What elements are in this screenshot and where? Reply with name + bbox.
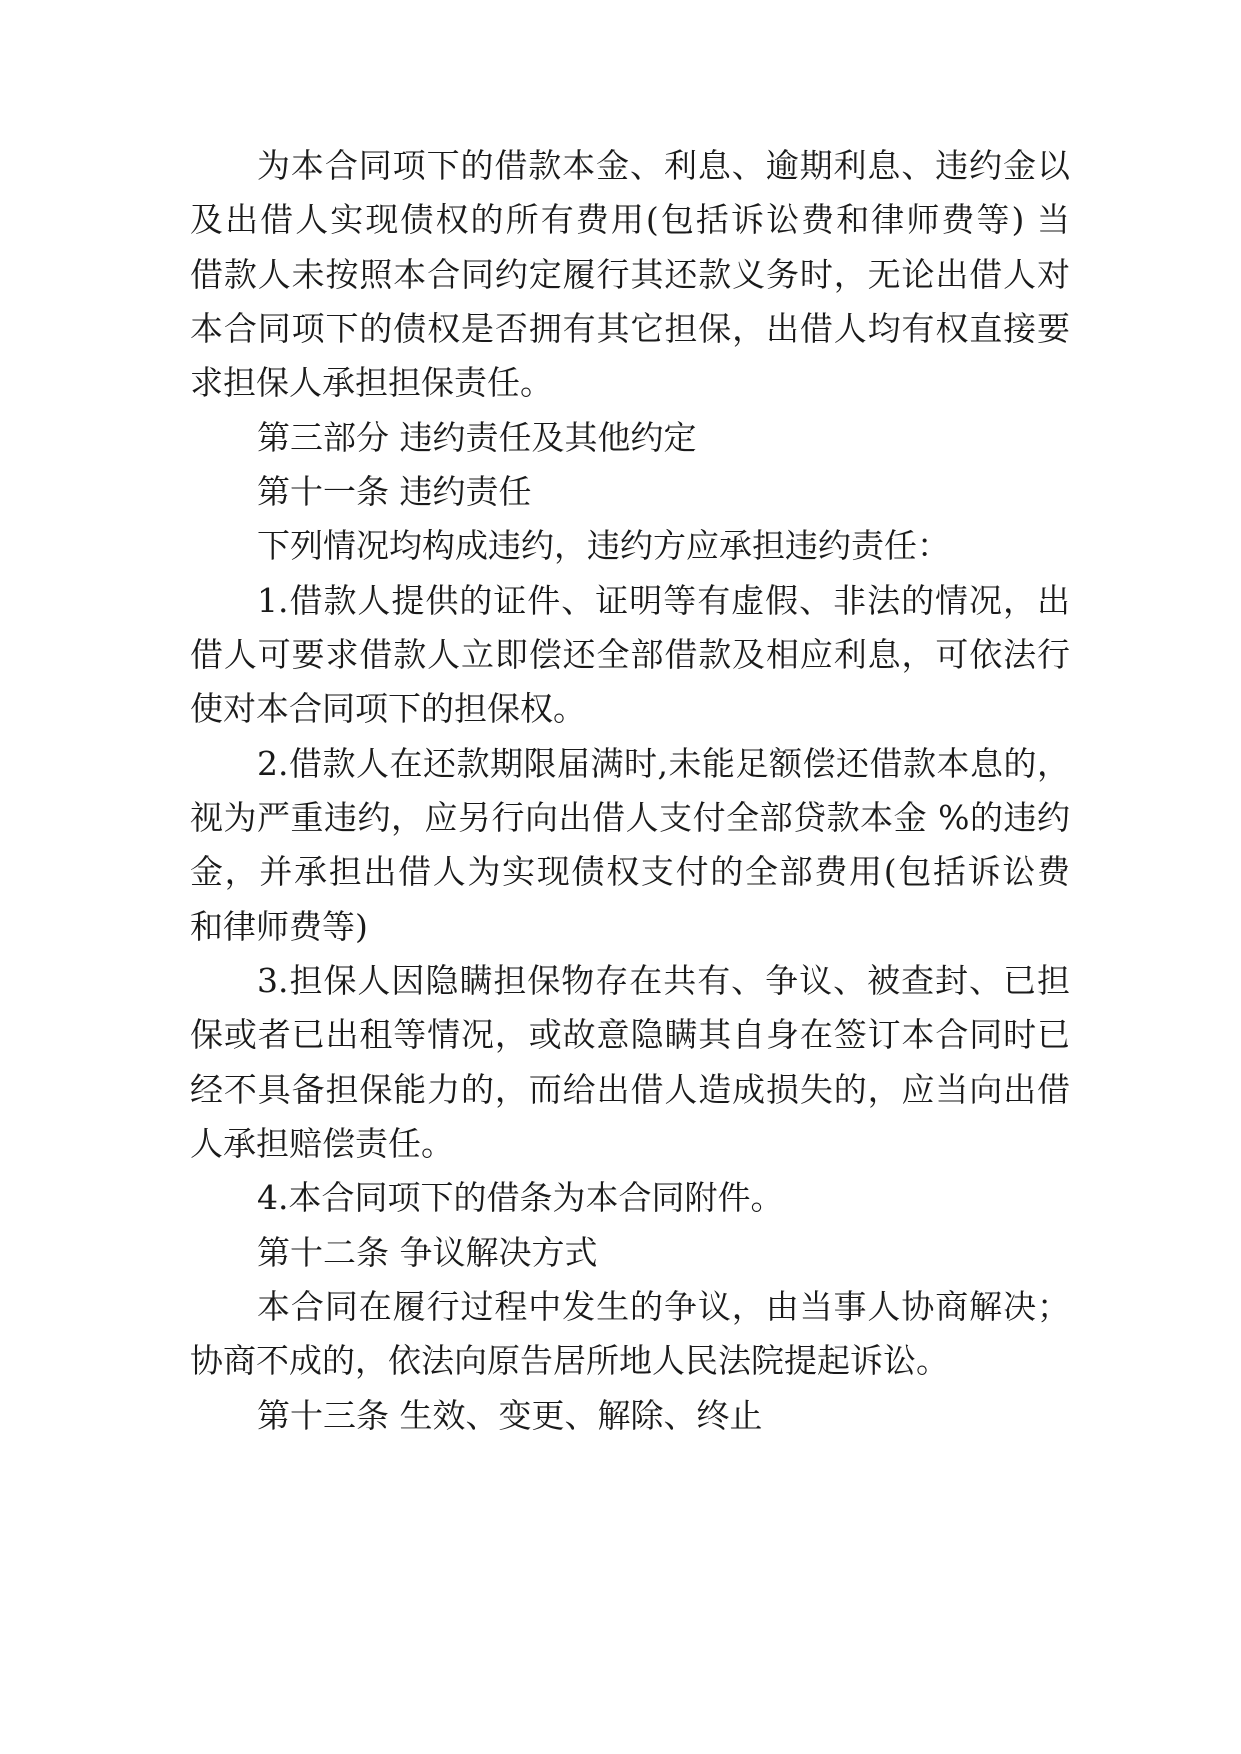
article-heading: 第十二条 争议解决方式 (257, 1233, 598, 1272)
list-item-line: 3.担保人因隐瞒担保物存在共有、争议、被查封、已担 (257, 961, 1070, 1000)
section-heading: 第三部分 违约责任及其他约定 (257, 418, 697, 457)
paragraph-line: 下列情况均构成违约，违约方应承担违约责任： (257, 526, 950, 565)
paragraph-line: 协商不成的，依法向原告居所地人民法院提起诉讼。 (190, 1341, 949, 1380)
list-item-line: 人承担赔偿责任。 (190, 1124, 454, 1163)
paragraph-line: 本合同在履行过程中发生的争议，由当事人协商解决； (257, 1287, 1070, 1326)
list-item-line: 和律师费等) (190, 907, 368, 946)
list-item-line: 金，并承担出借人为实现债权支付的全部费用(包括诉讼费 (190, 852, 1070, 891)
article-heading: 第十一条 违约责任 (257, 472, 532, 511)
paragraph-line: 借款人未按照本合同约定履行其还款义务时，无论出借人对 (190, 255, 1070, 294)
list-item-line: 保或者已出租等情况，或故意隐瞒其自身在签订本合同时已 (190, 1015, 1070, 1054)
article-heading: 第十三条 生效、变更、解除、终止 (257, 1396, 763, 1435)
list-item-line: 1.借款人提供的证件、证明等有虚假、非法的情况，出 (257, 581, 1070, 620)
list-item-line: 4.本合同项下的借条为本合同附件。 (257, 1178, 784, 1217)
paragraph-line: 本合同项下的债权是否拥有其它担保，出借人均有权直接要 (190, 309, 1070, 348)
list-item-line: 2.借款人在还款期限届满时,未能足额偿还借款本息的， (257, 744, 1070, 783)
list-item-line: 视为严重违约，应另行向出借人支付全部贷款本金 %的违约 (190, 798, 1070, 837)
list-item-line: 经不具备担保能力的，而给出借人造成损失的，应当向出借 (190, 1070, 1070, 1109)
paragraph-line: 求担保人承担担保责任。 (190, 363, 553, 402)
paragraph-line: 及出借人实现债权的所有费用(包括诉讼费和律师费等) 当 (190, 200, 1070, 239)
list-item-line: 使对本合同项下的担保权。 (190, 689, 586, 728)
paragraph-line: 为本合同项下的借款本金、利息、逾期利息、违约金以 (257, 146, 1070, 185)
list-item-line: 借人可要求借款人立即偿还全部借款及相应利息，可依法行 (190, 635, 1070, 674)
